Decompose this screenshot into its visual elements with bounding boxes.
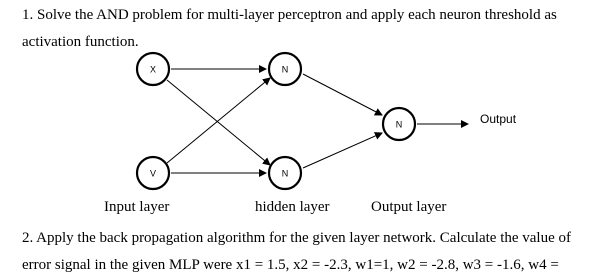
hidden-node-2-label: N [281, 168, 289, 179]
output-node [383, 108, 415, 140]
edge-input1-hidden2 [167, 80, 270, 165]
output-layer-label: Output layer [371, 199, 447, 215]
question-2-line-2: error signal in the given MLP were x1 = 1.5, x2 = -2.3, w1=1, w2 = -2.8, w3 = -1.6, w4 = [22, 257, 559, 273]
question-2-line-1: 2. Apply the back propagation algorithm for the given layer network. Calculate the value of [22, 230, 571, 246]
input-node-x-label: X [149, 64, 157, 75]
hidden-layer-label: hidden layer [255, 199, 330, 215]
edge-input2-hidden1 [167, 78, 270, 163]
input-node-v [137, 157, 169, 189]
hidden-node-1-label: N [281, 64, 289, 75]
question-1-line-2: activation function. [22, 34, 139, 50]
input-node-x [137, 53, 169, 85]
edge-hidden1-output [303, 74, 382, 115]
output-node-label: N [395, 119, 403, 130]
question-1-line-1: 1. Solve the AND problem for multi-layer perceptron and apply each neuron threshold as [22, 7, 557, 23]
edge-hidden2-output [303, 133, 382, 168]
hidden-node-1 [269, 53, 301, 85]
input-node-v-label: V [149, 168, 157, 179]
input-layer-label: Input layer [104, 199, 170, 215]
hidden-node-2 [269, 157, 301, 189]
output-label: Output [480, 112, 517, 126]
